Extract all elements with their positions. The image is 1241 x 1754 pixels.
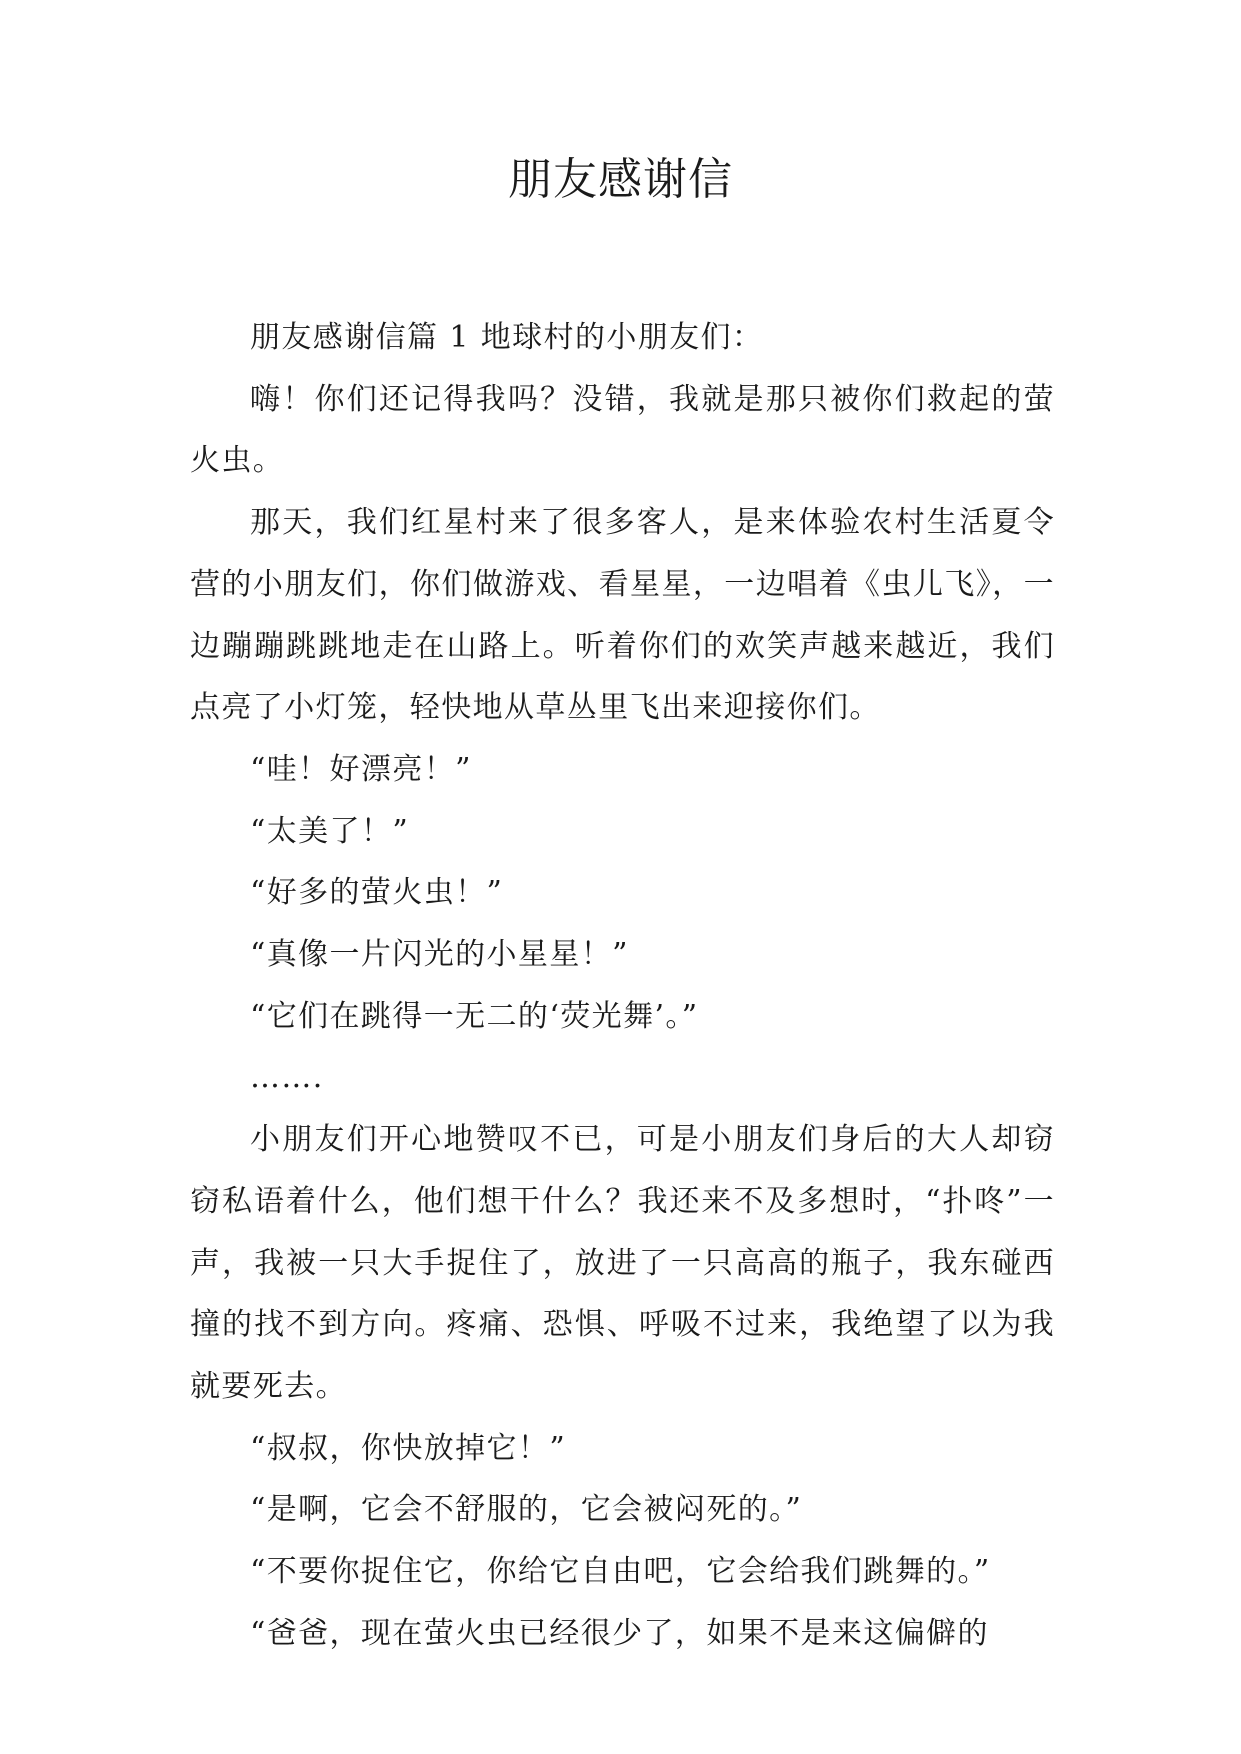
- paragraph: “太美了！”: [250, 813, 410, 849]
- paragraph: 朋友感谢信篇 1 地球村的小朋友们：: [250, 320, 764, 355]
- paragraph: “是啊，它会不舒服的，它会被闷死的。”: [250, 1492, 803, 1528]
- paragraph: 嗨！你们还记得我吗？没错，我就是那只被你们救起的萤火虫。: [190, 381, 1055, 479]
- paragraph: “好多的萤火虫！”: [250, 875, 504, 911]
- document-title: 朋友感谢信: [508, 154, 733, 205]
- letter-body: [190, 307, 1055, 1664]
- paragraph: 小朋友们开心地赞叹不已，可是小朋友们身后的大人却窃窃私语着什么，他们想干什么？我还来不及多想时，“扑咚”一声，我被一只大手捉住了，放进了一只高高的瓶子，我东碰西撞的找不到方向。疼痛、恐惧、呼吸不过来，我绝望了以为我就要死去。: [190, 1122, 1055, 1404]
- paragraph: “叔叔，你快放掉它！”: [250, 1430, 567, 1466]
- paragraph: “不要你捉住它，你给它自由吧，它会给我们跳舞的。”: [250, 1554, 991, 1590]
- paragraph: “爸爸，现在萤火虫已经很少了，如果不是来这偏僻的: [250, 1615, 989, 1651]
- paragraph: 那天，我们红星村来了很多客人，是来体验农村生活夏令营的小朋友们，你们做游戏、看星星，一边唱着《虫儿飞》，一边蹦蹦跳跳地走在山路上。听着你们的欢笑声越来越近，我们点亮了小灯笼，轻快地从草丛里飞出来迎接你们。: [190, 505, 1055, 726]
- paragraph: “真像一片闪光的小星星！”: [250, 937, 629, 973]
- paragraph: “哇！好漂亮！”: [250, 751, 472, 787]
- paragraph: …….: [250, 1060, 324, 1096]
- paragraph: “它们在跳得一无二的‘荧光舞’。”: [250, 998, 699, 1034]
